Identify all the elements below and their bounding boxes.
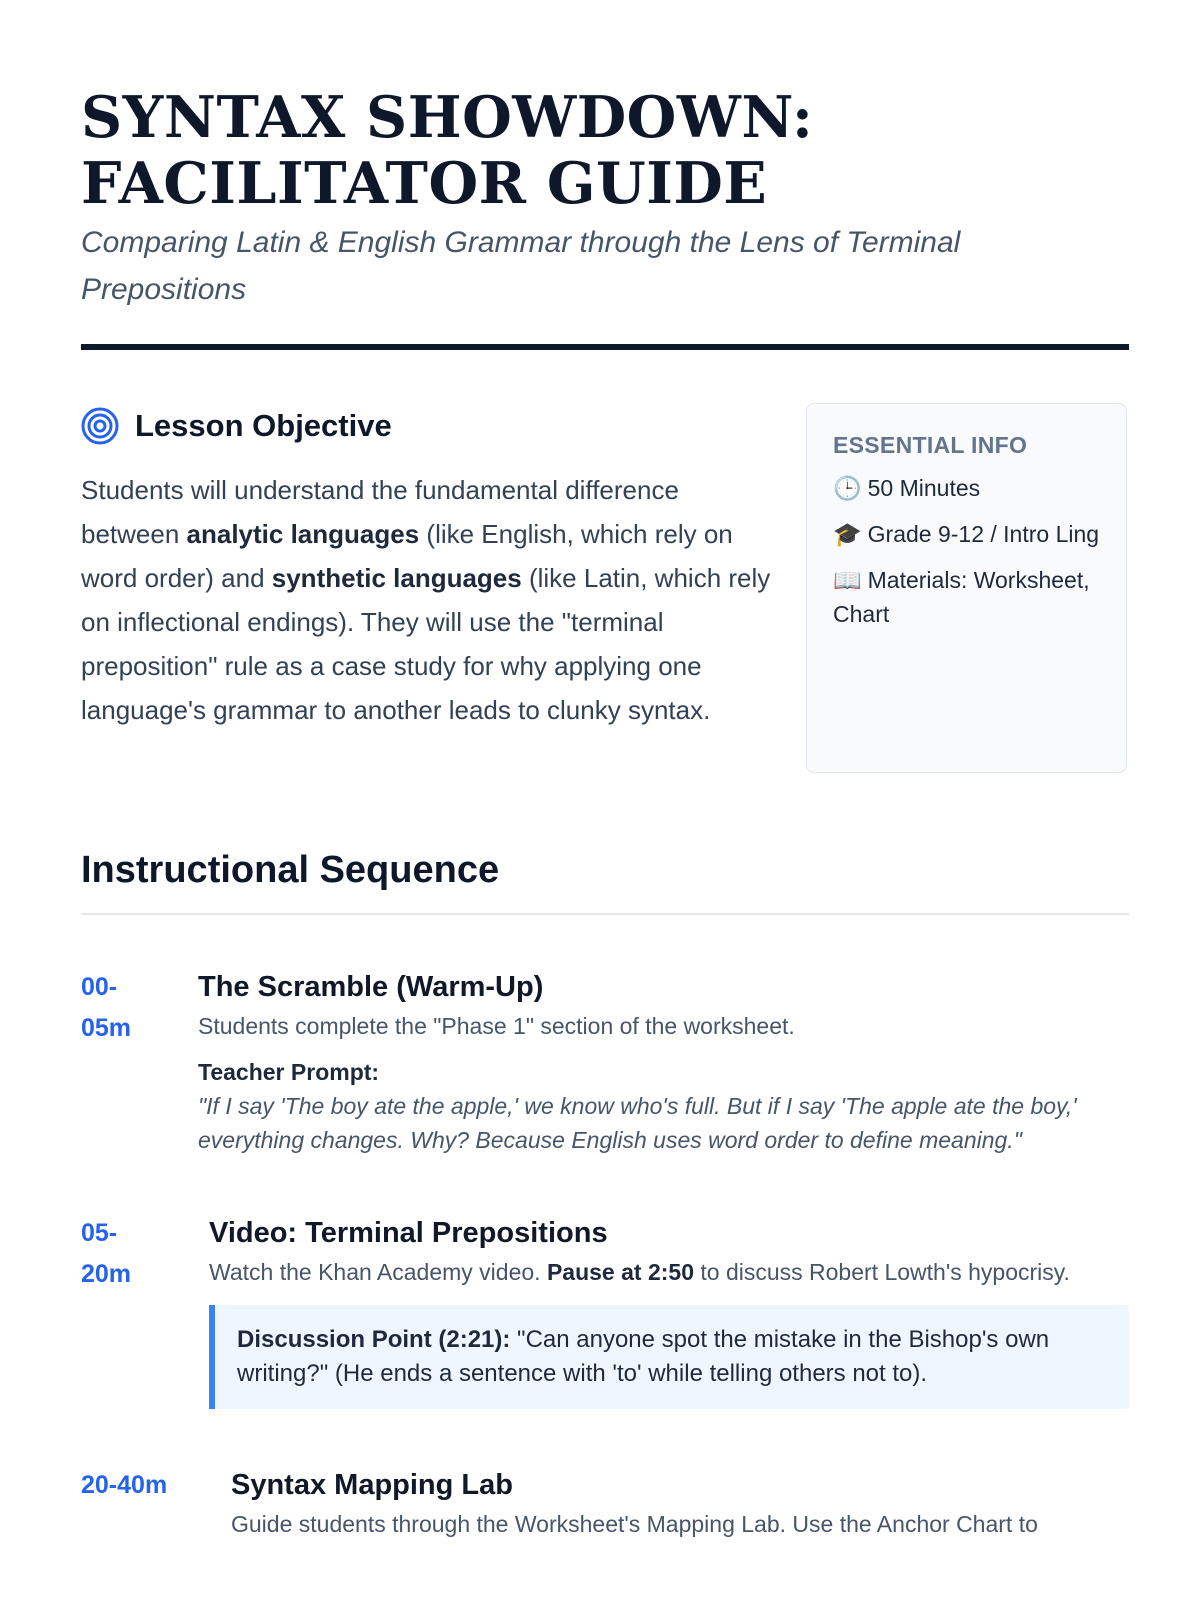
discussion-point-text: "Can anyone spot the mistake in the Bishop's own writing?" (He ends a sentence with 'to' while telling others not to). bbox=[237, 1326, 1050, 1387]
book-icon: 📖 bbox=[833, 567, 862, 593]
step-title: Video: Terminal Prepositions bbox=[209, 1217, 608, 1249]
step-description: Students complete the "Phase 1" section of the worksheet. bbox=[198, 1013, 795, 1039]
teacher-prompt-label: Teacher Prompt: bbox=[198, 1059, 380, 1085]
step-description-emphasis: Pause at 2:50 bbox=[546, 1259, 694, 1285]
step-mapping-lab bbox=[81, 1465, 1129, 1541]
info-grade bbox=[833, 517, 1100, 551]
objective-header bbox=[81, 403, 771, 449]
step-warm-up bbox=[81, 967, 1129, 1157]
info-grade-text: Grade 9-12 / Intro Ling bbox=[867, 521, 1100, 547]
objective-term-synthetic: synthetic languages bbox=[271, 563, 522, 593]
discussion-callout bbox=[209, 1305, 1129, 1409]
clock-icon: 🕒 bbox=[833, 475, 862, 501]
objective-heading: Lesson Objective bbox=[135, 408, 392, 443]
discussion-point-label: Discussion Point (2:21): bbox=[237, 1326, 511, 1353]
info-duration-text: 50 Minutes bbox=[867, 475, 981, 501]
step-description-part-2: to discuss Robert Lowth's hypocrisy. bbox=[693, 1259, 1070, 1285]
graduation-cap-icon: 🎓 bbox=[833, 521, 862, 547]
target-icon bbox=[81, 407, 119, 445]
step-title: Syntax Mapping Lab bbox=[231, 1469, 513, 1501]
overview-row bbox=[81, 403, 1129, 785]
step-time: 05-20m bbox=[81, 1219, 132, 1288]
step-body bbox=[231, 1465, 1129, 1541]
sequence-heading: Instructional Sequence bbox=[81, 849, 500, 891]
title-line-2: FACILITATOR GUIDE bbox=[81, 150, 768, 217]
step-description bbox=[209, 1255, 1129, 1289]
objective-text-part-3: (like Latin, which rely on inflectional endings). They will use the "terminal preposition" rule as a case study for why applying one language's grammar to another leads to clunky syntax. bbox=[81, 563, 771, 725]
objective-text-part-2: (like English, which rely on word order) and bbox=[81, 519, 733, 593]
essential-info-box bbox=[806, 403, 1127, 773]
page-subtitle: Comparing Latin & English Grammar through the Lens of Terminal Prepositions bbox=[81, 226, 961, 306]
step-body bbox=[209, 1213, 1129, 1409]
page-title bbox=[81, 85, 1129, 217]
header-divider bbox=[81, 344, 1129, 350]
info-materials bbox=[833, 563, 1100, 631]
step-description-part-1: Watch the Khan Academy video. bbox=[209, 1259, 547, 1285]
step-title: The Scramble (Warm-Up) bbox=[198, 971, 544, 1003]
lesson-objective bbox=[81, 403, 771, 732]
objective-text bbox=[81, 468, 771, 732]
teacher-prompt-text: "If I say 'The boy ate the apple,' we know who's full. But if I say 'The apple ate the boy,' everything changes. Why? Because English uses word order to define meaning." bbox=[198, 1093, 1077, 1153]
step-video bbox=[81, 1213, 1129, 1409]
step-time: 00-05m bbox=[81, 973, 132, 1042]
title-line-1: SYNTAX SHOWDOWN: bbox=[81, 84, 814, 151]
guide-content bbox=[81, 85, 1129, 1541]
step-description: Guide students through the Worksheet's Mapping Lab. Use the Anchor Chart to bbox=[231, 1511, 1038, 1537]
step-body bbox=[198, 967, 1129, 1157]
essential-info-heading: ESSENTIAL INFO bbox=[833, 432, 1028, 458]
sequence-divider bbox=[81, 913, 1129, 915]
objective-text-part-1: Students will understand the fundamental difference between bbox=[81, 475, 679, 549]
info-materials-text: Materials: Worksheet, Chart bbox=[833, 567, 1090, 627]
step-time: 20-40m bbox=[81, 1471, 168, 1499]
info-duration bbox=[833, 471, 1100, 505]
objective-term-analytic: analytic languages bbox=[186, 519, 420, 549]
